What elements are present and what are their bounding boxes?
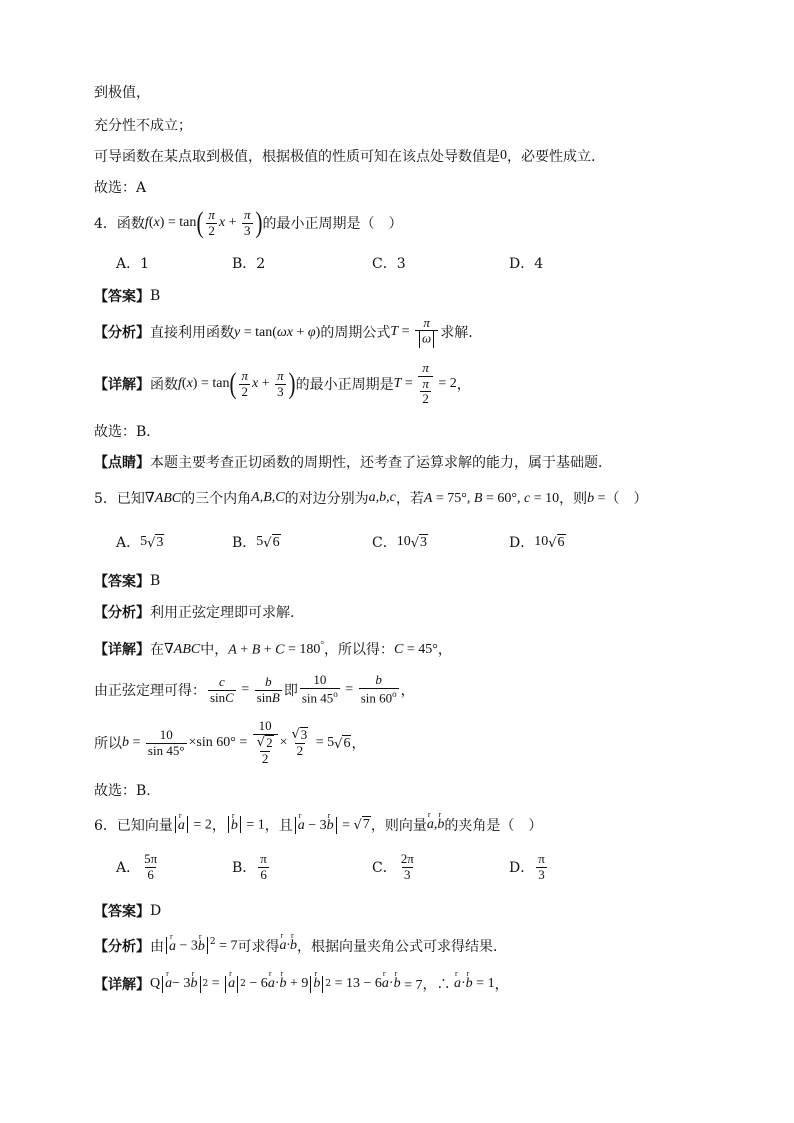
text-line: [94, 82, 150, 102]
formula: T = $\frac{\pi}{\omega}$: [390, 316, 440, 349]
formula: f ( x ) = tan ( $\frac{\pi}{2}$ x + $\frac{\pi}{3}$ ): [178, 367, 296, 400]
option-numerator: 2π: [400, 851, 414, 866]
formula: a r = 2: [173, 816, 212, 834]
option-b: B． 5 √ 6: [232, 534, 280, 551]
option-label: A．: [116, 535, 141, 551]
option-value: 10: [534, 534, 549, 549]
formula: A = 75°, B = 60°, c = 10: [423, 490, 560, 506]
text: 的最小正周期是: [295, 377, 394, 393]
text: 函数: [150, 377, 178, 393]
choice-line: 故选：B．: [94, 424, 161, 440]
text-line: [94, 115, 192, 135]
option-d: D．4: [509, 256, 544, 272]
formula: ∇ABC: [144, 490, 182, 506]
text: ，根据向量夹角公式可求得结果.: [297, 939, 498, 955]
text: 求解.: [440, 325, 473, 341]
detail-tag: 【详解】: [94, 977, 150, 993]
text: ，必要性成立.: [507, 149, 596, 165]
option-d: [509, 852, 549, 883]
text: 由正弦定理可得：: [94, 683, 206, 699]
question-number: 4．函数: [94, 216, 145, 232]
text: ，所以得：: [324, 642, 395, 658]
text: 充分性不成立；: [94, 118, 192, 134]
text: 本题主要考查正切函数的周期性，还考查了运算求解的能力，属于基础题．: [150, 455, 612, 471]
analysis-line: [94, 602, 294, 622]
formula: a,b,c: [368, 490, 396, 505]
option-label: D．: [509, 860, 535, 877]
detail-tag: 【详解】: [94, 377, 150, 393]
formula: a r − 3b r $^2$ = 7: [164, 937, 238, 955]
formula: y = tan(ωx + φ): [234, 324, 321, 340]
option-value: 10: [396, 534, 411, 549]
answer-line: [94, 901, 161, 921]
option-a: A． 5 √ 3: [116, 534, 164, 551]
so-line: 所以 b = $\frac{10}{\sin 45^\circ}$ ×sin 60° = 10 √ 2 2 × √ 3 2 = 5 √ 6 ，: [94, 718, 366, 766]
option-label: C．: [372, 535, 397, 551]
radicand: 3: [156, 534, 164, 550]
comment-tag: 【点睛】: [94, 455, 150, 471]
formula: f ( x ) = tan ( $\frac{\pi}{2}$ x + $\frac{\pi}{3}$ ): [144, 206, 263, 239]
option-value: 5: [256, 534, 264, 549]
option-label: A．: [116, 860, 141, 877]
choice-line: 故选：A: [94, 180, 147, 196]
text: 中，: [200, 642, 229, 658]
formula: a r − 3b r = √ 7: [293, 816, 371, 834]
text: ，: [456, 377, 471, 393]
question-number: 5．已知: [94, 491, 145, 507]
answer: B: [150, 288, 161, 304]
law-line: 由正弦定理可得： $\frac{c}{\sin C}$ = $\frac{b}{\sin B}$ 即 $\frac{10}{\sin 45^o}$ = $\frac{b}{\sin 60^o}$ ，: [94, 672, 415, 706]
formula: a r ,b r: [426, 810, 445, 832]
option-label: B．: [232, 535, 257, 551]
formula: A + B + C = 180°: [228, 639, 325, 658]
radicand: 3: [420, 534, 428, 550]
radicand: 6: [557, 534, 565, 550]
formula: $\frac{10}{\sin 45^o}$: [301, 672, 338, 706]
option-denominator: 3: [538, 866, 545, 882]
text: ，: [437, 642, 452, 658]
option-numerator: 5π: [144, 851, 158, 866]
question-5: 5．已知 ∇ABC 的三个内角 A , B , C 的对边分别为 a,b,c ，若 A = 75°, B = 60°, c = 10 ，则 b = （ ）: [94, 490, 648, 507]
text: 的周期公式: [320, 325, 391, 341]
answer-tag: 【答案】: [94, 289, 150, 305]
analysis-line: [94, 312, 473, 352]
answer: B: [150, 573, 161, 589]
text: 即: [283, 683, 298, 699]
text: 可求得: [237, 939, 280, 955]
text: （ ）: [605, 491, 648, 507]
analysis-tag: 【分析】: [94, 605, 150, 621]
formula: ∇ABC: [164, 641, 201, 657]
formula: 10 √ 2 2: [253, 719, 278, 767]
option-c: C． 10 √ 3: [372, 534, 428, 551]
option-denominator: 6: [147, 866, 154, 882]
text: ，则: [559, 491, 588, 507]
formula: C = 45°: [394, 641, 438, 657]
analysis-tag: 【分析】: [94, 325, 150, 341]
formula: $\frac{b}{\sin B}$: [256, 673, 280, 705]
detail-line: [94, 639, 452, 659]
text: ，若: [395, 491, 424, 507]
answer-line: [94, 571, 160, 591]
text: ，且: [264, 818, 293, 834]
formula: T = $\frac{\pi}{\frac{\pi}{2}}$ = 2: [393, 359, 457, 407]
option-a: A．1: [116, 256, 150, 272]
radicand: 6: [272, 534, 280, 550]
analysis-tag: 【分析】: [94, 939, 150, 955]
formula: A: [251, 490, 260, 505]
formula: $\frac{10}{\sin 45^\circ}$: [147, 726, 185, 758]
text: 由: [150, 939, 164, 955]
text: 利用正弦定理即可求解.: [150, 605, 295, 621]
text: 到极值，: [94, 85, 150, 101]
text-line: [94, 177, 146, 197]
text: 所以: [94, 736, 122, 752]
option-c: C．3: [372, 256, 406, 272]
analysis-line: [94, 931, 498, 956]
answer: D: [150, 903, 162, 919]
text: ，: [494, 977, 509, 993]
text: 在: [150, 642, 164, 658]
option-label: C．: [372, 860, 397, 877]
formula: a r ·b r: [279, 931, 298, 953]
formula: b =: [587, 490, 606, 506]
answer-tag: 【答案】: [94, 904, 150, 920]
option-b: B．2: [232, 256, 266, 272]
option-c: [372, 852, 418, 883]
text: ，则向量: [370, 818, 427, 834]
answer-tag: 【答案】: [94, 574, 150, 590]
formula: Q a r − 3 b r 2 = a r 2 − 6 a r · b r + 9 b r 2 = 13 − 6 a r · b r = 7，∴ a r · b r = 1: [150, 969, 495, 993]
option-numerator: π: [260, 851, 267, 866]
option-numerator: π: [538, 851, 545, 866]
option-value: 5: [140, 534, 148, 549]
option-d: D． 10 √ 6: [509, 534, 565, 551]
question-4: [94, 203, 403, 243]
detail-line: [94, 356, 471, 412]
choice-line: 故选：B.: [94, 783, 151, 799]
formula: $\frac{b}{\sin 60^o}$: [360, 672, 397, 706]
formula: $\frac{c}{\sin C}$: [210, 673, 234, 705]
formula: √ 3 2: [291, 727, 308, 758]
answer-line: [94, 286, 160, 306]
formula: b r = 1: [226, 816, 265, 834]
option-b: [232, 852, 271, 883]
text: 的对边分别为: [284, 491, 369, 507]
detail-line: [94, 969, 509, 994]
text: 的最小正周期是（ ）: [262, 216, 403, 232]
question-number: 6．已知向量: [94, 818, 173, 834]
text: 直接利用函数: [150, 325, 234, 341]
question-6: [94, 810, 543, 835]
option-a: [116, 852, 161, 883]
text: ，: [351, 736, 366, 752]
text: 0: [500, 148, 507, 163]
text: 可导函数在某点取到极值，根据极值的性质可知在该点处导数值是: [94, 149, 500, 165]
text: ，: [400, 683, 415, 699]
text: 的夹角是（ ）: [444, 818, 543, 834]
detail-tag: 【详解】: [94, 642, 150, 658]
option-denominator: 3: [404, 866, 411, 882]
option-label: B．: [232, 860, 257, 877]
text: 的三个内角: [181, 491, 252, 507]
text-line: [94, 146, 595, 166]
option-label: D．: [509, 535, 535, 551]
text: ，: [211, 818, 226, 834]
comment-line: [94, 452, 612, 472]
option-denominator: 6: [260, 866, 267, 882]
